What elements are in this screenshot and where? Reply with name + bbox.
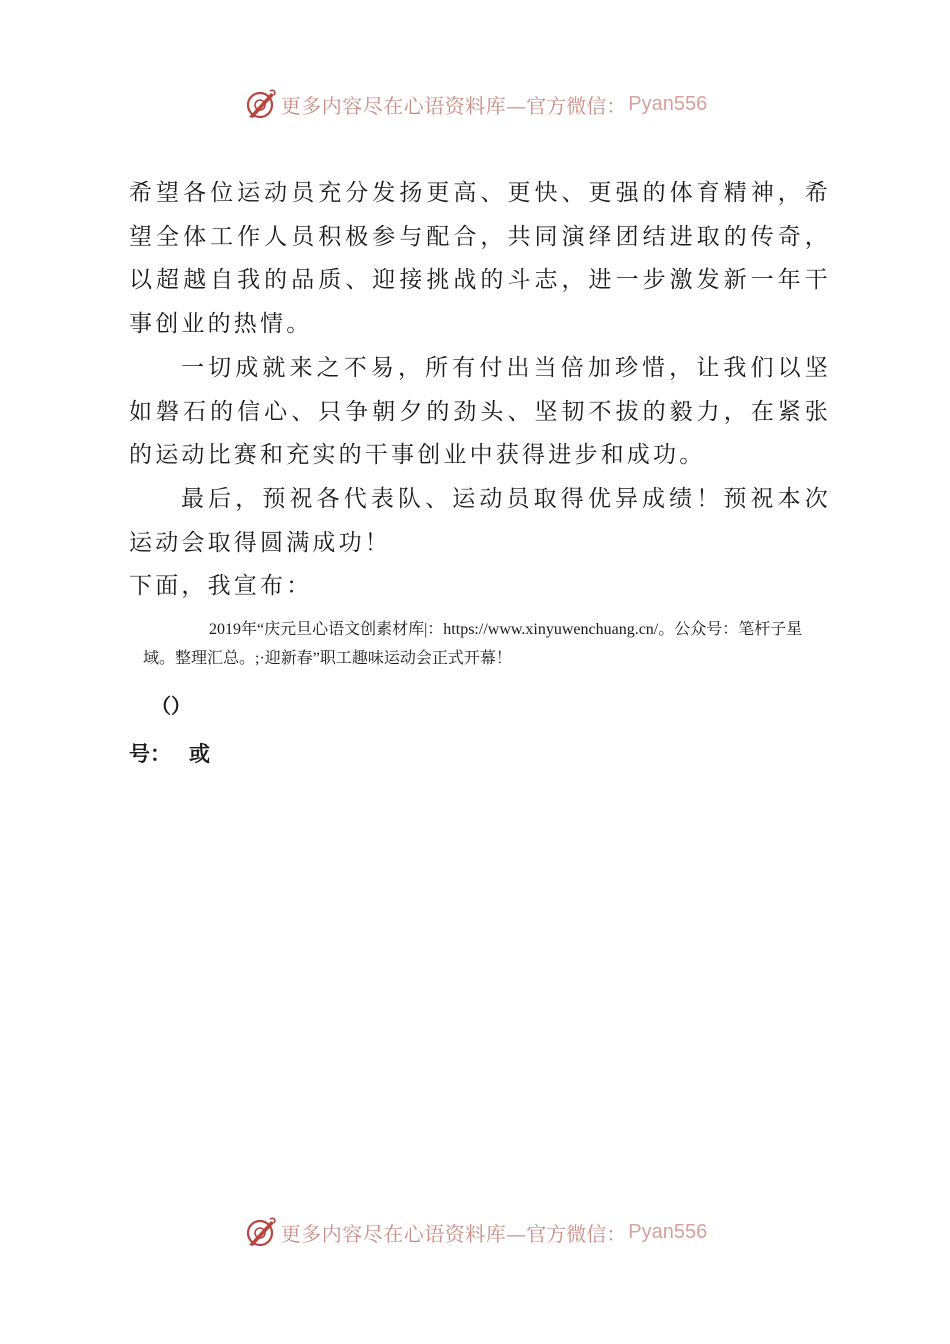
source-note: 2019年“庆元旦心语文创素材库|：https://www.xinyuwenchuang.cn/。公众号：笔杆子星域。整理汇总。;·迎新春”职工趣味运动会正式开幕！ [143,621,803,668]
quill-logo-icon [243,87,277,121]
footer-wechat-id: Pyan556 [628,1220,708,1243]
paragraph-3: 最后，预祝各代表队、运动员取得优异成绩！预祝本次运动会取得圆满成功！ [129,485,831,556]
paragraph-2: 一切成就来之不易，所有付出当倍加珍惜，让我们以坚如磐石的信心、只争朝夕的劲头、坚韧不拔的毅力，在紧张的运动比赛和充实的干事创业中获得进步和成功。 [129,354,831,469]
footer-site-text: 更多内容尽在心语资料库 [280,1221,507,1246]
header-wechat-label: —官方微信： [506,93,627,118]
number-value: 或 [189,742,210,767]
footer-wechat-label: —官方微信： [506,1221,627,1246]
quill-logo-icon [243,1215,277,1249]
paragraph-1: 希望各位运动员充分发扬更高、更快、更强的体育精神，希望全体工作人员积极参与配合，共同演绎团结进取的传奇，以超越自我的品质、迎接挑战的斗志，进一步激发新一年干事创业的热情。 [129,180,831,338]
paragraph-4: 下面，我宣布： [129,573,313,600]
header-banner [0,82,950,126]
empty-parentheses: （） [151,694,191,719]
footer-banner [0,1210,950,1254]
header-site-text: 更多内容尽在心语资料库 [280,93,507,118]
header-wechat-id: Pyan556 [628,92,708,115]
number-label: 号： [129,742,171,767]
number-line [129,739,831,769]
document-body [129,172,831,769]
